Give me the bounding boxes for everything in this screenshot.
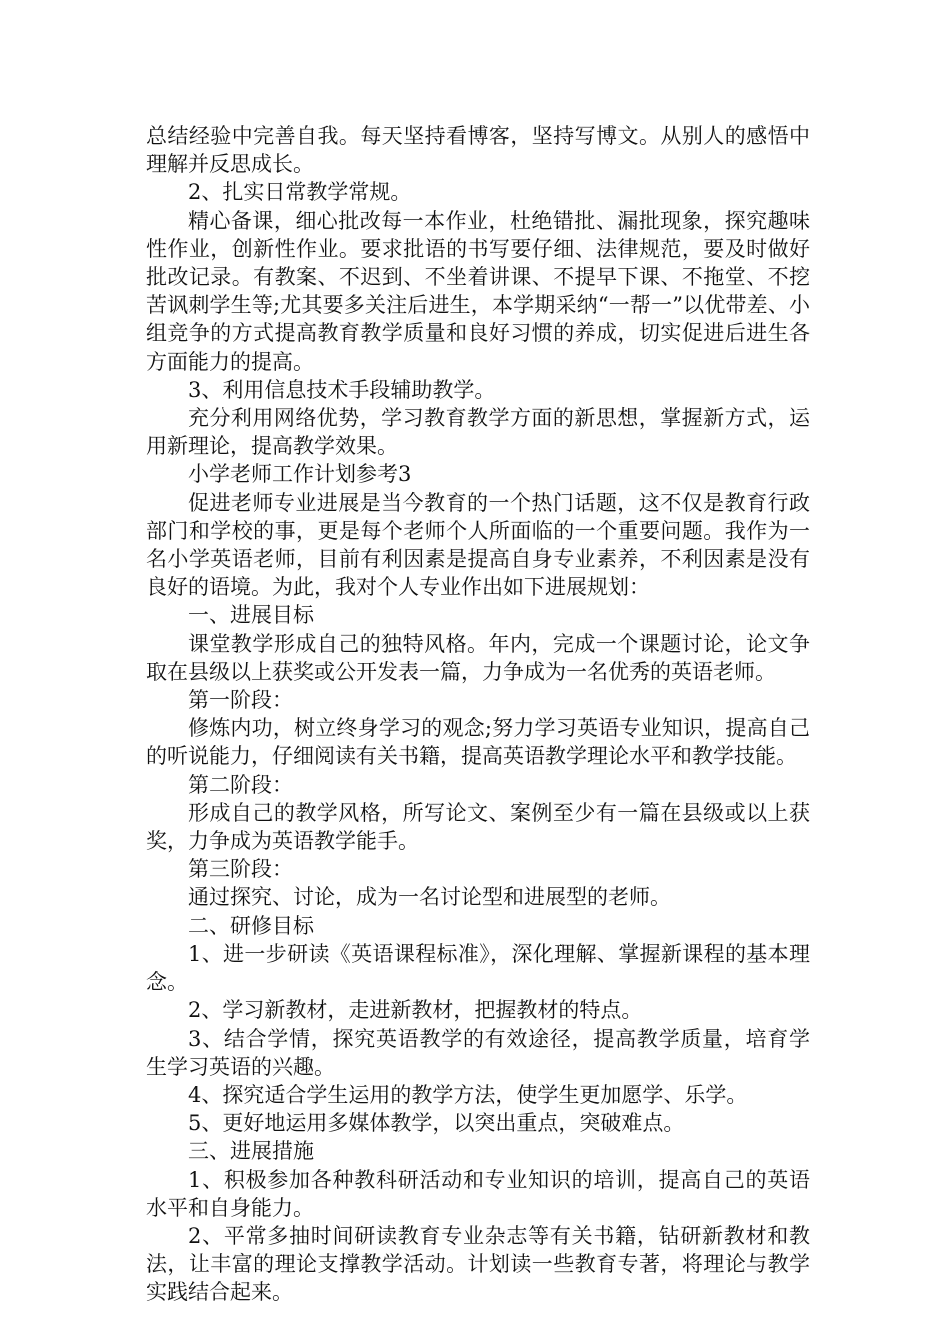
section-title: 小学老师工作计划参考3 (188, 462, 412, 487)
paragraph-goals: 课堂教学形成自己的独特风格。年内，完成一个课题讨论，论文争取在县级以上获奖或公开发表一篇，力争成为一名优秀的英语老师。 (146, 631, 810, 684)
list-item-study-2: 2、学习新教材，走进新教材，把握教材的特点。 (188, 998, 643, 1023)
document-page (146, 122, 810, 1307)
paragraph-continuation: 总结经验中完善自我。每天坚持看博客，坚持写博文。从别人的感悟中理解并反思成长。 (146, 124, 810, 177)
heading-stage-3: 第三阶段： (188, 857, 293, 882)
paragraph-intro: 促进老师专业进展是当今教育的一个热门话题，这不仅是教育行政部门和学校的事，更是每个老师个人所面临的一个重要问题。我作为一名小学英语老师，目前有利因素是提高自身专业素养，不利因素是没有良好的语境。为此，我对个人专业作出如下进展规划： (146, 490, 810, 600)
paragraph-stage-1: 修炼内功，树立终身学习的观念;努力学习英语专业知识，提高自己的听说能力，仔细阅读有关书籍，提高英语教学理论水平和教学技能。 (146, 716, 810, 769)
heading-stage-2: 第二阶段： (188, 772, 293, 797)
paragraph-stage-3: 通过探究、讨论，成为一名讨论型和进展型的老师。 (188, 885, 671, 910)
heading-study-goals: 二、研修目标 (188, 913, 314, 938)
heading-measures: 三、进展措施 (188, 1139, 314, 1164)
list-item-study-3: 3、结合学情，探究英语教学的有效途径，提高教学质量，培育学生学习英语的兴趣。 (146, 1026, 810, 1079)
paragraph-item-3: 3、利用信息技术手段辅助教学。 (188, 377, 496, 402)
heading-stage-1: 第一阶段： (188, 688, 293, 713)
list-item-measure-2: 2、平常多抽时间研读教育专业杂志等有关书籍，钻研新教材和教法，让丰富的理论支撑教学活动。计划读一些教育专著，将理论与教学实践结合起来。 (146, 1223, 810, 1305)
list-item-study-5: 5、更好地运用多媒体教学，以突出重点，突破难点。 (188, 1111, 685, 1136)
list-item-measure-1: 1、积极参加各种教科研活动和专业知识的培训，提高自己的英语水平和自身能力。 (146, 1167, 810, 1220)
list-item-study-4: 4、探究适合学生运用的教学方法，使学生更加愿学、乐学。 (188, 1082, 748, 1107)
paragraph-lesson-routine: 精心备课，细心批改每一本作业，杜绝错批、漏批现象，探究趣味性作业，创新性作业。要求批语的书写要仔细、法律规范，要及时做好批改记录。有教案、不迟到、不坐着讲课、不提早下课、不拖堂、不挖苦讽刺学生等;尤其要多关注后进生，本学期采纳“一帮一”以优带差、小组竞争的方式提高教育教学质量和良好习惯的养成，切实促进后进生各方面能力的提高。 (146, 208, 810, 374)
list-item-study-1: 1、进一步研读《英语课程标准》，深化理解、掌握新课程的基本理念。 (146, 941, 810, 995)
heading-development-goals: 一、进展目标 (188, 603, 314, 628)
paragraph-stage-2: 形成自己的教学风格，所写论文、案例至少有一篇在县级或以上获奖，力争成为英语教学能手。 (146, 800, 810, 854)
paragraph-network: 充分利用网络优势，学习教育教学方面的新思想，掌握新方式，运用新理论，提高教学效果。 (146, 406, 810, 459)
paragraph-item-2: 2、扎实日常教学常规。 (188, 180, 412, 205)
